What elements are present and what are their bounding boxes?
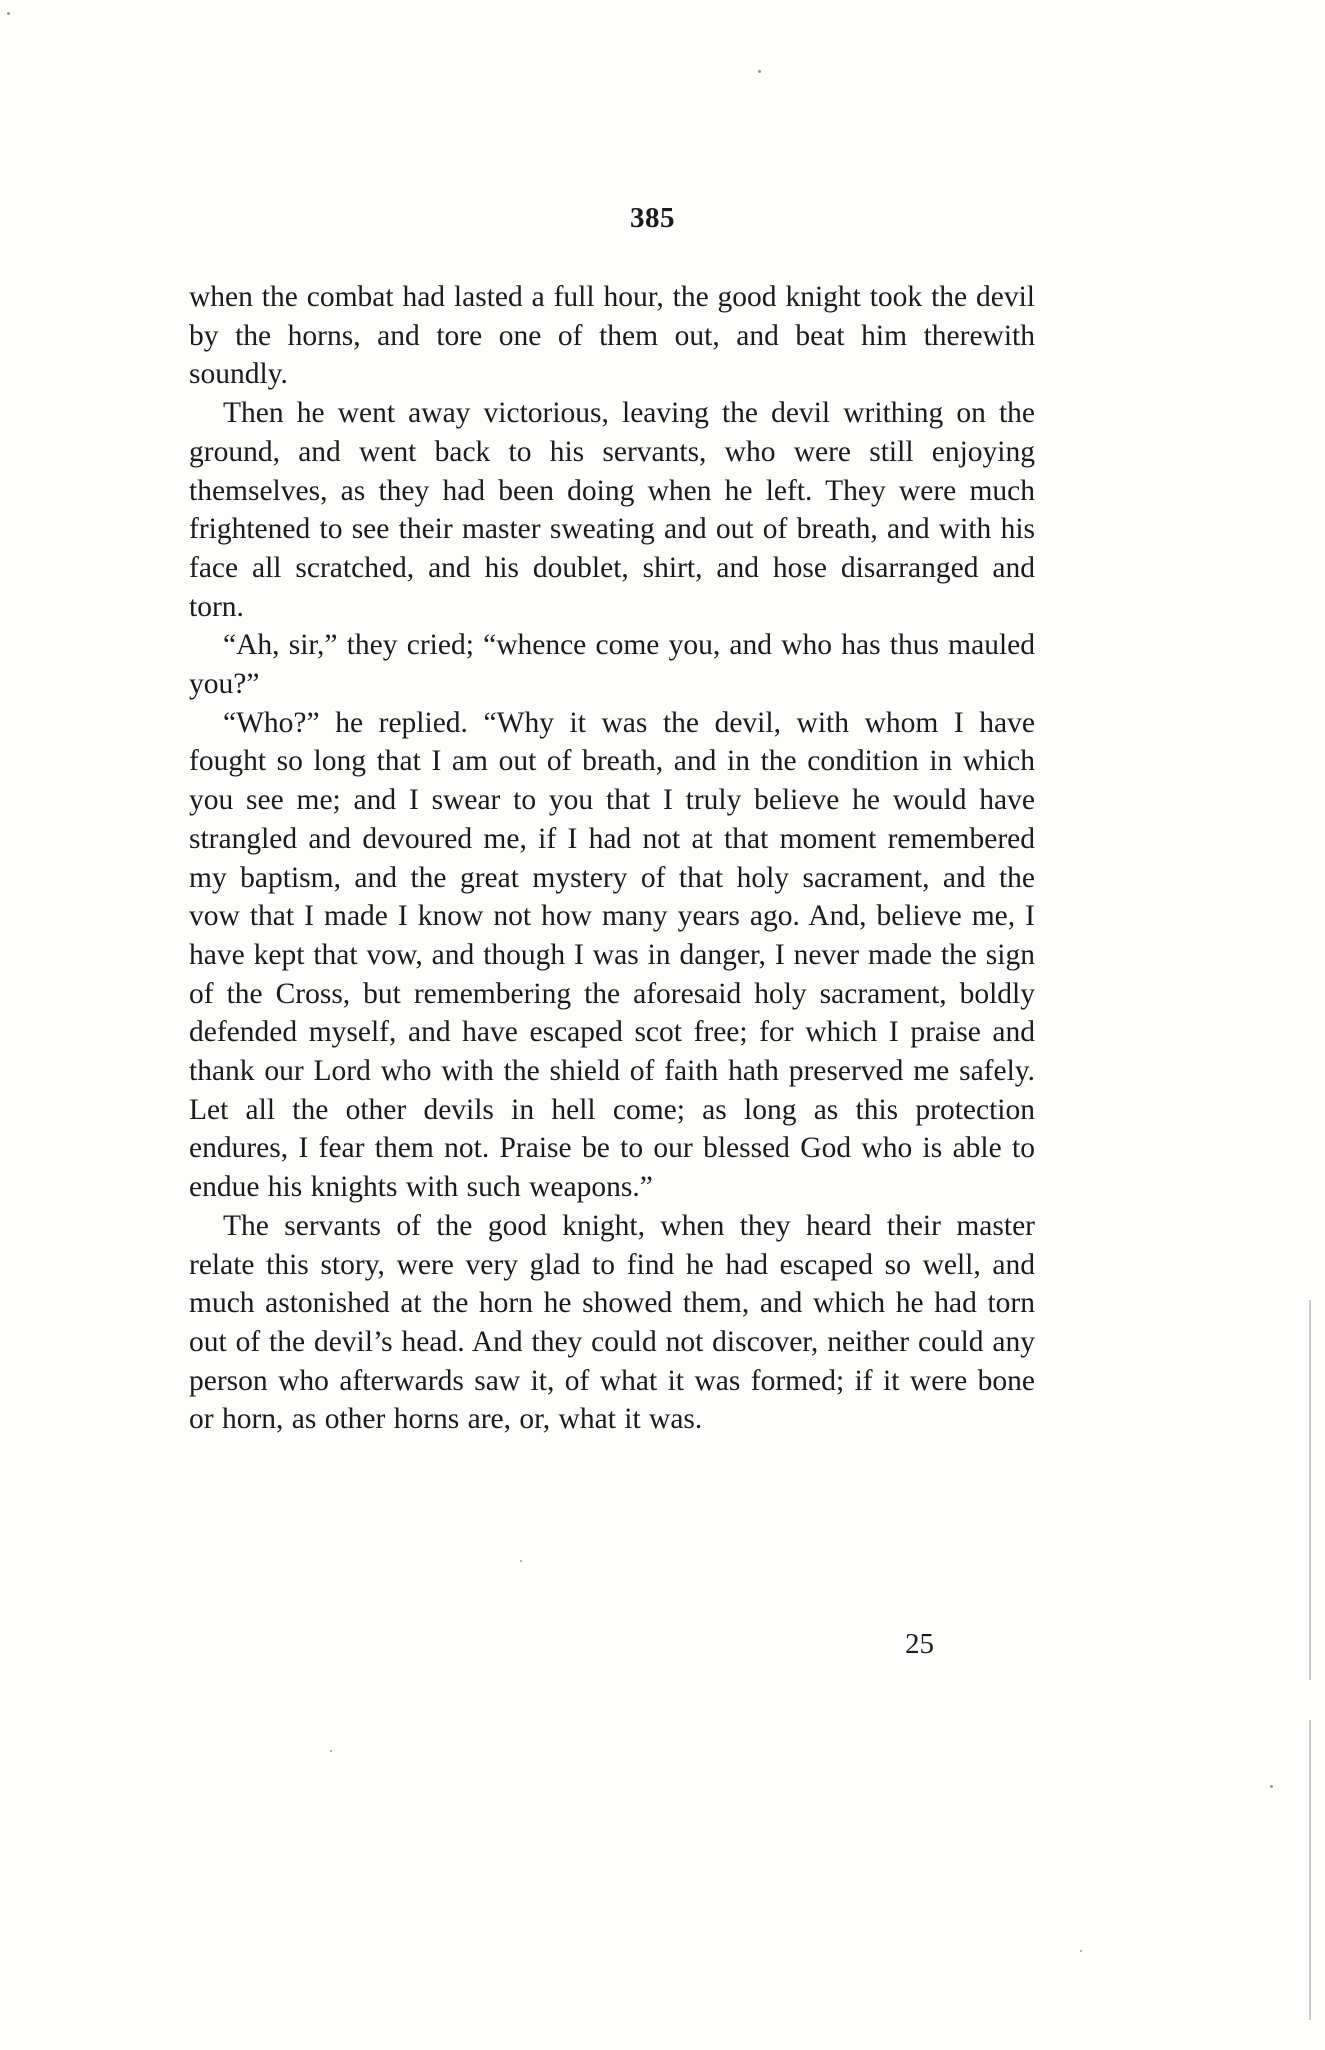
scan-speck: [758, 70, 761, 73]
page-number: 385: [630, 202, 675, 234]
signature-mark: 25: [905, 1628, 934, 1660]
scan-speck: [520, 1560, 522, 1562]
scan-speck: [330, 1750, 332, 1752]
scan-edge-line: [1309, 1720, 1311, 2020]
scan-speck: [1080, 1950, 1082, 1952]
paragraph-3: “Ah, sir,” they cried; “whence come you, and who has thus mauled you?”: [189, 629, 1035, 701]
scan-edge-line: [1309, 1300, 1311, 1680]
scan-speck: [7, 12, 10, 15]
paragraph-2: Then he went away victorious, leaving the devil writhing on the ground, and went back to his servants, who were still enjoying themselves, as they had been doing when he left. They were much frightened to see their master sweating and out of breath, and with his face all scratched, and his doublet, shirt, and hose disarranged and torn.: [189, 397, 1035, 623]
body-text: [189, 278, 1035, 1439]
paragraph-4: “Who?” he replied. “Why it was the devil, with whom I have fought so long that I am out of breath, and in the condition in which you see me; and I swear to you that I truly believe he would have strangled and devoured me, if I had not at that moment remembered my baptism, and the great mystery of that holy sacrament, and the vow that I made I know not how many years ago. And, believe me, I have kept that vow, and though I was in danger, I never made the sign of the Cross, but remembering the aforesaid holy sacrament, boldly defended myself, and have escaped scot free; for which I praise and thank our Lord who with the shield of faith hath preserved me safely. Let all the other devils in hell come; as long as this protection endures, I fear them not. Praise be to our blessed God who is able to endue his knights with such weapons.”: [189, 706, 1035, 1204]
paragraph-5: The servants of the good knight, when they heard their master relate this story, were very glad to find he had escaped so well, and much astonished at the horn he showed them, and which he had torn out of the devil’s head. And they could not discover, neither could any person who afterwards saw it, of what it was formed; if it were bone or horn, as other horns are, or, what it was.: [189, 1209, 1035, 1436]
scan-speck: [1270, 1785, 1273, 1788]
paragraph-1: when the combat had lasted a full hour, the good knight took the devil by the horns, and tore one of them out, and beat him therewith soundly.: [189, 281, 1035, 391]
